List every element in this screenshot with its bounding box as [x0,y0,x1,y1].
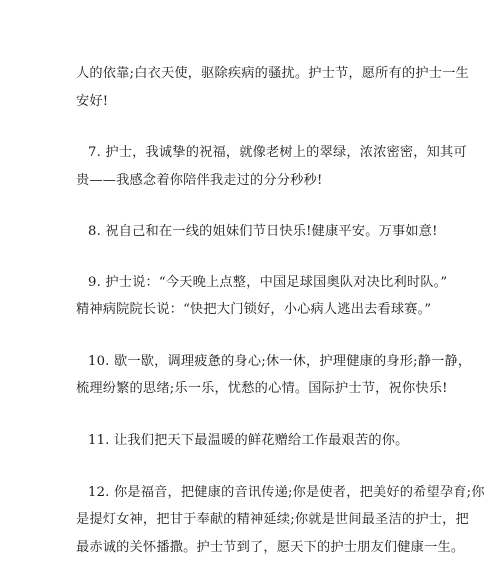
text-line: 安好! [76,94,109,109]
text-line: 人的依靠;白衣天使，驱除疾病的骚扰。护士节，愿所有的护士一生 [76,66,469,81]
paragraph-11-line: 11. 让我们把天下最温暖的鲜花赠给工作最艰苦的你。 [88,433,409,448]
paragraph-10-line: 10. 歇一歇，调理疲惫的身心;休一休，护理健康的身形;静一静， [88,354,472,369]
paragraph-7-line: 7. 护士，我诚挚的祝福，就像老树上的翠绿，浓浓密密，知其可 [88,145,467,160]
paragraph-7-line: 贵——我感念着你陪伴我走过的分分秒秒! [76,173,323,188]
paragraph-9-line: 精神病院院长说：“快把大门锁好，小心病人逃出去看球赛。” [76,302,432,317]
paragraph-9-line: 9. 护士说：“今天晚上点整，中国足球国奥队对决比利时队。” [88,275,448,290]
paragraph-12-line: 是提灯女神，把甘于奉献的精神延续;你就是世间最圣洁的护士，把 [76,512,469,527]
paragraph-10-line: 梳理纷繁的思绪;乐一乐，忧愁的心情。国际护士节，祝你快乐! [76,381,448,396]
paragraph-12-line: 最赤诚的关怀播撒。护士节到了，愿天下的护士朋友们健康一生。 [76,540,465,555]
paragraph-12-line: 12. 你是福音，把健康的音讯传递;你是使者，把美好的希望孕育;你 [88,485,485,500]
paragraph-8-line: 8. 祝自己和在一线的姐妹们节日快乐!健康平安。万事如意! [88,224,438,239]
